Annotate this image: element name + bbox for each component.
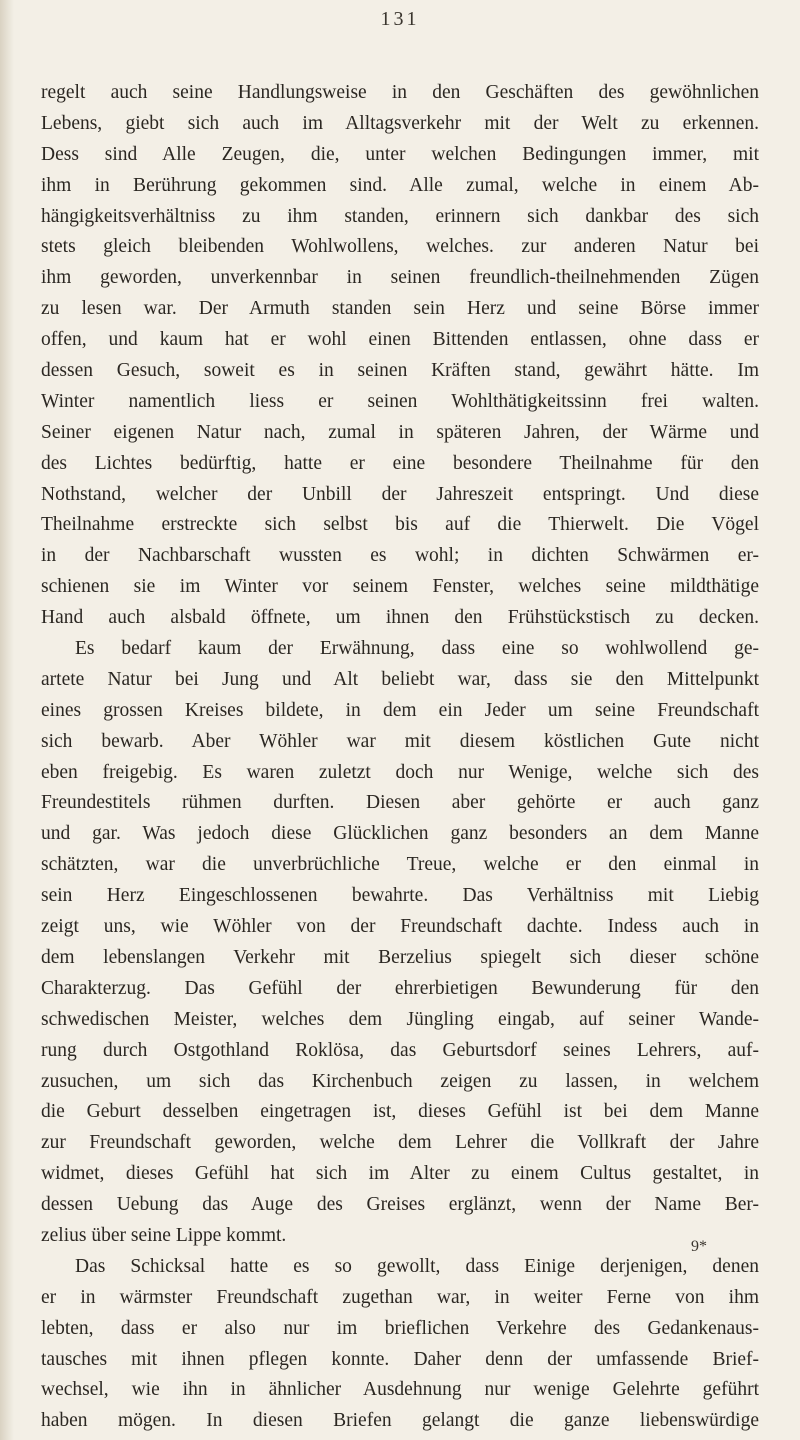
text-line: zusuchen, um sich das Kirchenbuch zeigen zu lassen, in welchem — [41, 1070, 759, 1092]
text-line: zur Freundschaft geworden, welche dem Lehrer die Vollkraft der Jahre — [41, 1132, 759, 1154]
text-line: dessen Uebung das Auge des Greises erglänzt, wenn der Name Ber- — [41, 1194, 759, 1216]
text-line: dessen Gesuch, soweit es in seinen Kräften stand, gewährt hätte. Im — [41, 360, 759, 382]
text-line: schienen sie im Winter vor seinem Fenster, welches seine mildthätige — [41, 576, 759, 598]
signature-mark: 9* — [691, 1238, 707, 1255]
page-edge-shadow — [0, 0, 14, 1440]
text-line: dem lebenslangen Verkehr mit Berzelius spiegelt sich dieser schöne — [41, 946, 759, 968]
text-line: rung durch Ostgothland Roklösa, das Geburtsdorf seines Lehrers, auf- — [41, 1039, 759, 1061]
text-line: zeigt uns, wie Wöhler von der Freundschaft dachte. Indess auch in — [41, 916, 759, 938]
text-line: eben freigebig. Es waren zuletzt doch nur Wenige, welche sich des — [41, 761, 759, 783]
text-line: und gar. Was jedoch diese Glücklichen ganz besonders an dem Manne — [41, 823, 759, 845]
text-line: Charakterzug. Das Gefühl der ehrerbietigen Bewunderung für den — [41, 977, 759, 999]
text-line: Hand auch alsbald öffnete, um ihnen den Frühstückstisch zu decken. — [41, 607, 759, 629]
text-line: Freundestitels rühmen durften. Diesen aber gehörte er auch ganz — [41, 792, 759, 814]
text-line: widmet, dieses Gefühl hat sich im Alter zu einem Cultus gestaltet, in — [41, 1163, 759, 1185]
text-line: haben mögen. In diesen Briefen gelangt die ganze liebenswürdige — [41, 1410, 759, 1432]
text-line: sein Herz Eingeschlossenen bewahrte. Das Verhältniss mit Liebig — [41, 885, 759, 907]
text-line-paragraph-end: zelius über seine Lippe kommt. — [41, 1224, 287, 1246]
text-line-paragraph-start: Das Schicksal hatte es so gewollt, dass Einige derjenigen, denen — [75, 1255, 759, 1277]
text-line-paragraph-start: Es bedarf kaum der Erwähnung, dass eine so wohlwollend ge- — [75, 638, 759, 660]
text-line: artete Natur bei Jung und Alt beliebt war, dass sie den Mittelpunkt — [41, 668, 759, 690]
text-line: Lebens, giebt sich auch im Alltagsverkehr mit der Welt zu erkennen. — [41, 112, 759, 134]
text-line: Nothstand, welcher der Unbill der Jahreszeit entspringt. Und diese — [41, 483, 759, 505]
text-line: ihm geworden, unverkennbar in seinen freundlich-theilnehmenden Zügen — [41, 267, 759, 289]
text-line: Seiner eigenen Natur nach, zumal in späteren Jahren, der Wärme und — [41, 421, 759, 443]
text-line: lebten, dass er also nur im brieflichen Verkehre des Gedankenaus- — [41, 1317, 759, 1339]
text-line: offen, und kaum hat er wohl einen Bittenden entlassen, ohne dass er — [41, 329, 759, 351]
text-line: Theilnahme erstreckte sich selbst bis auf die Thierwelt. Die Vögel — [41, 514, 759, 536]
text-line: schwedischen Meister, welches dem Jüngling eingab, auf seiner Wande- — [41, 1008, 759, 1030]
text-line: er in wärmster Freundschaft zugethan war, in weiter Ferne von ihm — [41, 1286, 759, 1308]
body-text — [41, 78, 759, 1437]
text-line: eines grossen Kreises bildete, in dem ein Jeder um seine Freundschaft — [41, 699, 759, 721]
text-line: schätzten, war die unverbrüchliche Treue, welche er den einmal in — [41, 854, 759, 876]
text-line: Dess sind Alle Zeugen, die, unter welchen Bedingungen immer, mit — [41, 143, 759, 165]
page-number: 131 — [380, 8, 420, 30]
text-line: tausches mit ihnen pflegen konnte. Daher denn der umfassende Brief- — [41, 1348, 759, 1370]
text-line: des Lichtes bedürftig, hatte er eine besondere Theilnahme für den — [41, 452, 759, 474]
text-line: die Geburt desselben eingetragen ist, dieses Gefühl ist bei dem Manne — [41, 1101, 759, 1123]
text-line: zu lesen war. Der Armuth standen sein Herz und seine Börse immer — [41, 298, 759, 320]
text-line: stets gleich bleibenden Wohlwollens, welches. zur anderen Natur bei — [41, 236, 759, 258]
text-line: Winter namentlich liess er seinen Wohlthätigkeitssinn frei walten. — [41, 390, 759, 412]
text-line: ihm in Berührung gekommen sind. Alle zumal, welche in einem Ab- — [41, 174, 759, 196]
text-line: regelt auch seine Handlungsweise in den Geschäften des gewöhnlichen — [41, 82, 759, 103]
text-line: sich bewarb. Aber Wöhler war mit diesem köstlichen Gute nicht — [41, 730, 759, 752]
text-line: in der Nachbarschaft wussten es wohl; in dichten Schwärmen er- — [41, 545, 759, 567]
text-line: hängigkeitsverhältniss zu ihm standen, erinnern sich dankbar des sich — [41, 205, 759, 227]
text-line: wechsel, wie ihn in ähnlicher Ausdehnung nur wenige Gelehrte geführt — [41, 1379, 759, 1401]
